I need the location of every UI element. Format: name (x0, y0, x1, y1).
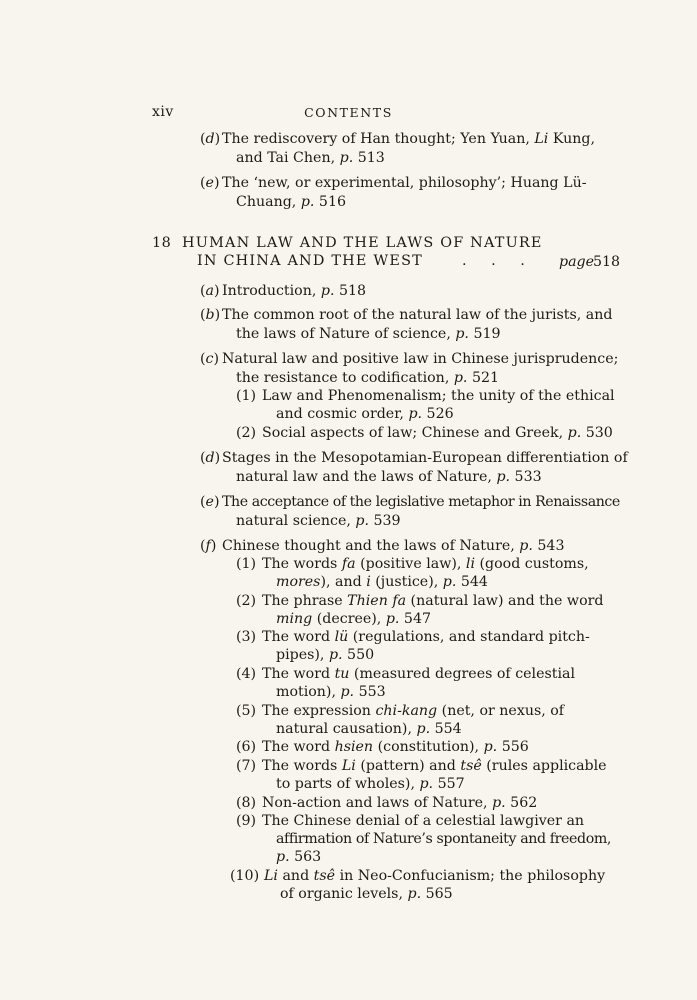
entry-text: The word lü (regulations, and standard pitch- (262, 629, 590, 645)
running-title: CONTENTS (304, 105, 393, 120)
entry-text: The common root of the natural law of the jurists, and (222, 307, 613, 323)
entry-text: and Tai Chen, p. 513 (236, 150, 385, 166)
chapter-page-number: 518 (593, 254, 621, 270)
entry-text: natural causation), p. 554 (276, 721, 462, 737)
entry-text: the resistance to codification, p. 521 (236, 370, 500, 386)
entry-text: Chuang, p. 516 (236, 194, 347, 210)
entry-text: mores), and i (justice), p. 544 (276, 574, 488, 590)
entry-text: Introduction, p. 518 (222, 283, 367, 299)
entry-text: Stages in the Mesopotamian-European differentiation of (222, 450, 628, 466)
entry-text: and cosmic order, p. 526 (276, 406, 454, 422)
entry-text: The words fa (positive law), li (good customs, (262, 556, 589, 572)
entry-label: (d) (200, 131, 221, 147)
entry-text: Natural law and positive law in Chinese jurisprudence; (222, 351, 619, 367)
entry-label: (f) (200, 538, 217, 554)
entry-text: Law and Phenomenalism; the unity of the ethical (262, 388, 615, 404)
entry-label: (e) (200, 494, 220, 510)
entry-label: (3) (236, 629, 257, 645)
entry-text: The Chinese denial of a celestial lawgiver an (262, 813, 585, 829)
entry-label: (7) (236, 758, 257, 774)
chapter-title-line2: IN CHINA AND THE WEST (197, 253, 423, 269)
entry-text: to parts of wholes), p. 557 (276, 776, 465, 792)
entry-text: The words Li (pattern) and tsê (rules applicable (262, 758, 607, 774)
entry-text: Social aspects of law; Chinese and Greek, p. 530 (262, 425, 613, 441)
entry-text: The ‘new, or experimental, philosophy’; Huang Lü- (222, 175, 587, 191)
entry-text: The word tu (measured degrees of celestial (262, 666, 575, 682)
page-header (0, 104, 697, 124)
entry-text: pipes), p. 550 (276, 647, 375, 663)
chapter-title-line1: HUMAN LAW AND THE LAWS OF NATURE (182, 235, 543, 251)
entry-text: affirmation of Nature’s spontaneity and freedom, (276, 831, 612, 847)
entry-text: of organic levels, p. 565 (280, 886, 453, 902)
entry-text: The expression chi-kang (net, or nexus, of (262, 703, 565, 719)
entry-label: (e) (200, 175, 220, 191)
entry-label: (9) (236, 813, 257, 829)
chapter-leader: . . . (462, 253, 535, 269)
entry-label: (6) (236, 739, 257, 755)
entry-label: (a) (200, 283, 220, 299)
entry-text: the laws of Nature of science, p. 519 (236, 326, 501, 342)
entry-label: (5) (236, 703, 257, 719)
entry-text: natural law and the laws of Nature, p. 533 (236, 469, 542, 485)
entry-text: The word hsien (constitution), p. 556 (262, 739, 529, 755)
entry-text: The acceptance of the legislative metaphor in Renaissance (222, 494, 620, 510)
entry-label: (4) (236, 666, 257, 682)
entry-text: The rediscovery of Han thought; Yen Yuan, Li Kung, (222, 131, 595, 147)
entry-text: Non-action and laws of Nature, p. 562 (262, 795, 538, 811)
entry-text: Chinese thought and the laws of Nature, p. 543 (222, 538, 565, 554)
entry-text: p. 563 (276, 849, 322, 865)
entry-label: (c) (200, 351, 220, 367)
entry-label: (b) (200, 307, 221, 323)
chapter-page-word: page (559, 254, 595, 270)
entry-label: (2) (236, 425, 257, 441)
entry-text: ming (decree), p. 547 (276, 611, 432, 627)
entry-text: motion), p. 553 (276, 684, 386, 700)
page-number: xiv (152, 104, 174, 120)
entry-text: The phrase Thien fa (natural law) and the word (262, 593, 604, 609)
entry-text: Li and tsê in Neo-Confucianism; the philosophy (264, 868, 606, 884)
entry-label: (10) (230, 868, 260, 884)
entry-label: (8) (236, 795, 257, 811)
entry-text: natural science, p. 539 (236, 513, 401, 529)
chapter-number: 18 (152, 235, 172, 251)
entry-label: (2) (236, 593, 257, 609)
entry-label: (d) (200, 450, 221, 466)
entry-label: (1) (236, 388, 257, 404)
entry-label: (1) (236, 556, 257, 572)
